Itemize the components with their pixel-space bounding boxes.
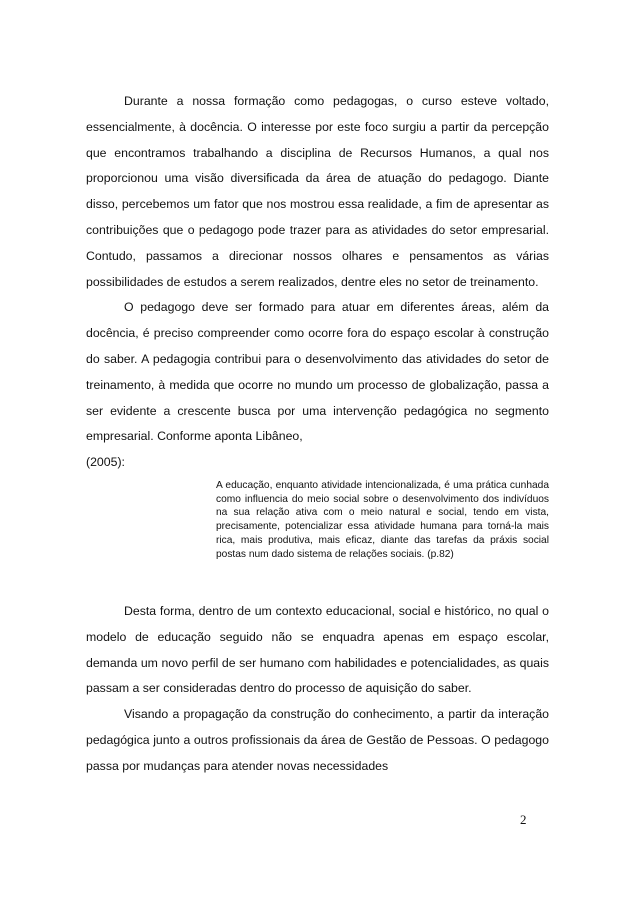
paragraph-4: Visando a propagação da construção do conhecimento, a partir da interação pedagógica junto a outros profissionais da área de Gestão de Pessoas. O pedagogo passa por mudanças para atender novas necessidades bbox=[86, 707, 549, 773]
paragraph-1: Durante a nossa formação como pedagogas, o curso esteve voltado, essencialmente, à docência. O interesse por este foco surgiu a partir da percepção que encontramos trabalhando a disciplina de Recursos Humanos, a qual nos proporcionou uma visão diversificada da área de atuação do pedagogo. Diante disso, percebemos um fator que nos mostrou essa realidade, a fim de apresentar as contribuições que o pedagogo pode trazer para as atividades do setor empresarial. Contudo, passamos a direcionar nossos olhares e pensamentos as várias possibilidades de estudos a serem realizados, dentre eles no setor de treinamento. bbox=[86, 94, 549, 289]
page-number: 2 bbox=[520, 812, 527, 827]
body-text-bottom bbox=[86, 599, 549, 780]
paragraph-2: O pedagogo deve ser formado para atuar em diferentes áreas, além da docência, é preciso compreender como ocorre fora do espaço escolar à construção do saber. A pedagogia contribui para o desenvolvimento das atividades do setor de treinamento, à medida que ocorre no mundo um processo de globalização, passa a ser evidente a crescente busca por uma intervenção pedagógica no segmento empresarial. Conforme aponta Libâneo, bbox=[86, 300, 549, 444]
paragraph-2-citation-year: (2005): bbox=[86, 455, 125, 470]
block-quote: A educação, enquanto atividade intencionalizada, é uma prática cunhada como influencia do meio social sobre o desenvolvimento dos indivíduos na sua relação ativa com o meio natural e social, tendo em vista, precisamente, potencializar essa atividade humana para torná-la mais rica, mais produtiva, mais eficaz, diante das tarefas da práxis social postas num dado sistema de relações sociais. (p.82) bbox=[216, 480, 549, 560]
paragraph-3: Desta forma, dentro de um contexto educacional, social e histórico, no qual o modelo de educação seguido não se enquadra apenas em espaço escolar, demanda um novo perfil de ser humano com habilidades e potencialidades, as quais passam a ser consideradas dentro do processo de aquisição do saber. bbox=[86, 604, 549, 696]
body-text-top bbox=[86, 89, 549, 476]
